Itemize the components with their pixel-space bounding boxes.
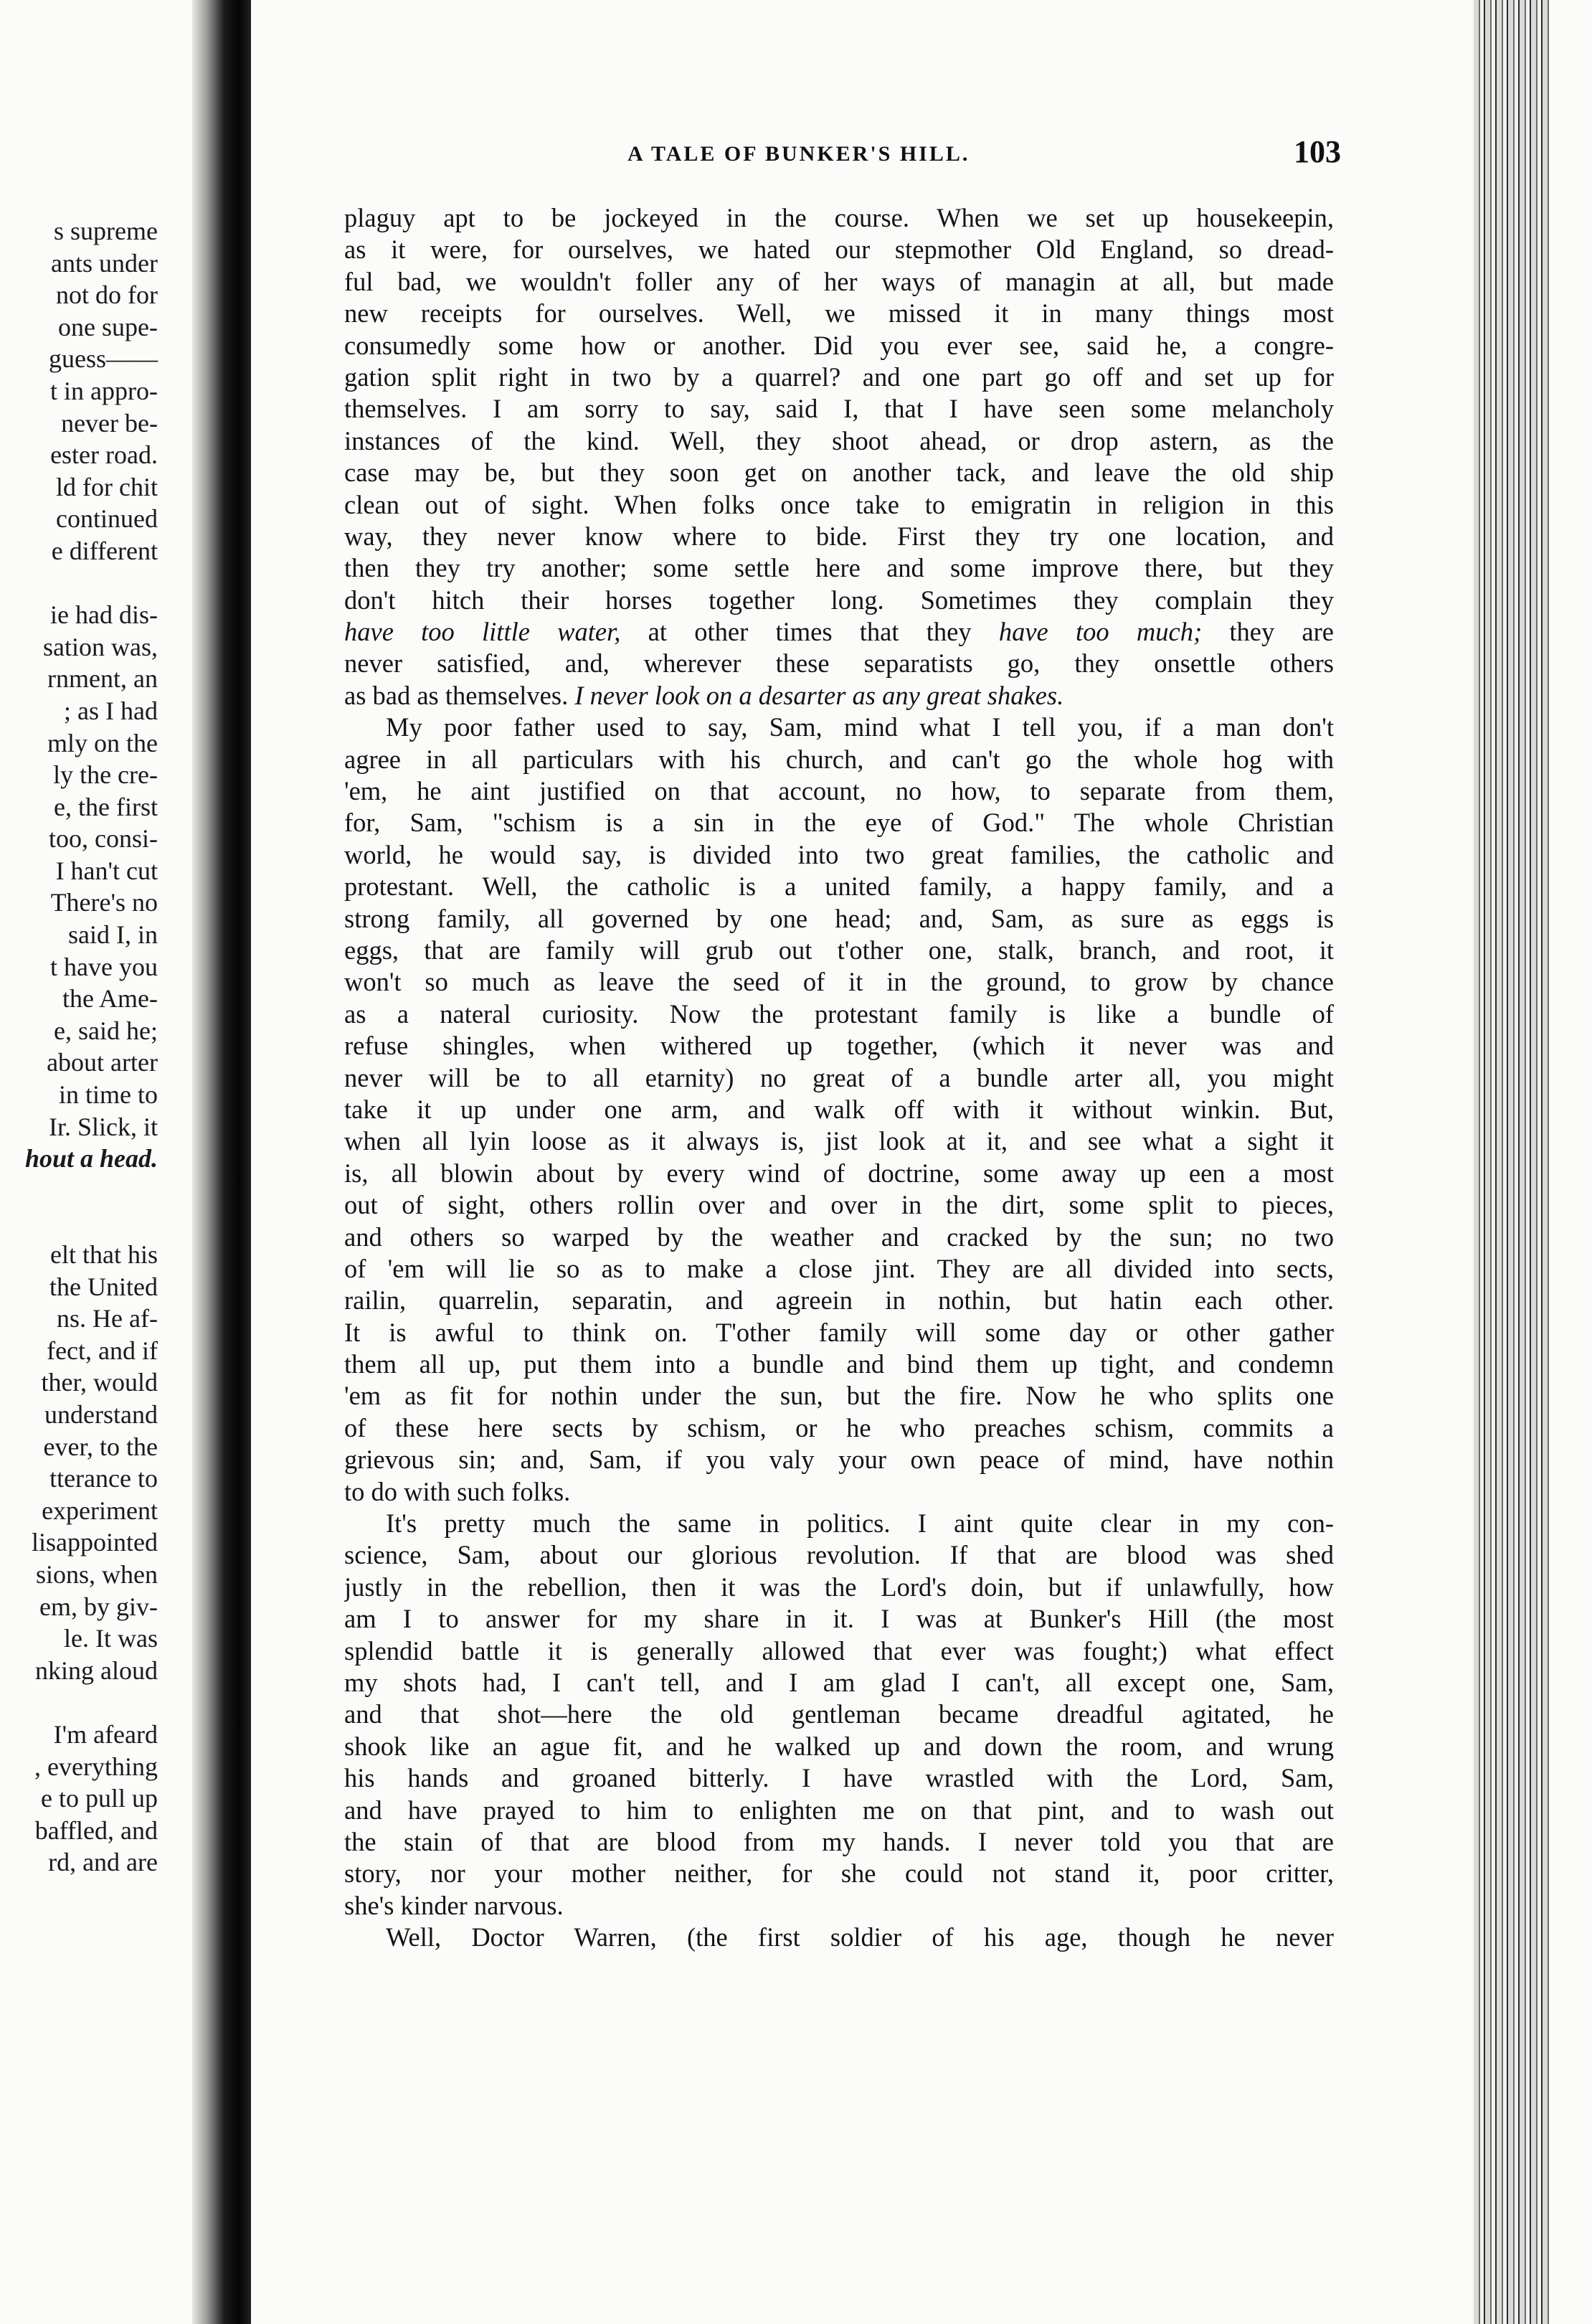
text-line: never satisfied, and, wherever these separatists go, they onsettle others — [344, 648, 1334, 679]
text-line: Well, Doctor Warren, (the first soldier of his age, though he never — [386, 1922, 1334, 1952]
text-line: gation split right in two by a quarrel? and one part go off and set up for — [344, 362, 1334, 392]
text-line: the stain of that are blood from my hands. I never told you that are — [344, 1826, 1334, 1856]
left-page-line: never be- — [61, 408, 158, 438]
left-page-line: one supe- — [58, 312, 158, 341]
left-page-line: e, the first — [54, 792, 158, 821]
text-line: justly in the rebellion, then it was the Lord's doin, but if unlawfully, how — [344, 1572, 1334, 1602]
left-page-line: ther, would — [41, 1368, 158, 1397]
left-page-line: t have you — [50, 952, 158, 981]
left-page-line: ; as I had — [64, 696, 158, 725]
left-page-line: em, by giv- — [39, 1592, 158, 1621]
text-line — [344, 680, 1334, 712]
left-page-line — [0, 567, 158, 600]
text-line: themselves. I am sorry to say, said I, that I have seen some melancholy — [344, 394, 1334, 424]
text-line: is, all blowin about by every wind of doctrine, some away up een a most — [344, 1158, 1334, 1188]
left-page-line: sation was, — [43, 632, 158, 661]
text-line: as it were, for ourselves, we hated our stepmother Old England, so dread- — [344, 235, 1334, 265]
text-line: to do with such folks. — [344, 1476, 571, 1506]
left-page-line: e different — [51, 536, 158, 565]
text-line: clean out of sight. When folks once take to emigratin in religion in this — [344, 489, 1334, 519]
text-line: splendid battle it is generally allowed that ever was fought;) what effect — [344, 1635, 1334, 1666]
text-line: my shots had, I can't tell, and I am glad I can't, all except one, Sam, — [344, 1667, 1334, 1697]
text-line: them all up, put them into a bundle and bind them up tight, and condemn — [344, 1349, 1334, 1379]
text-line: My poor father used to say, Sam, mind what I tell you, if a man don't — [386, 712, 1334, 742]
left-page-line: ld for chit — [56, 472, 158, 501]
text-line: instances of the kind. Well, they shoot ahead, or drop astern, as the — [344, 425, 1334, 455]
text-line: consumedly some how or another. Did you ever see, said he, a congre- — [344, 330, 1334, 360]
text-line: plaguy apt to be jockeyed in the course. When we set up housekeepin, — [344, 203, 1334, 232]
text-line: and have prayed to him to enlighten me on that pint, and to wash out — [344, 1795, 1334, 1825]
left-page-line: lisappointed — [32, 1528, 158, 1557]
left-page-line: ever, to the — [43, 1432, 158, 1461]
left-page-line: Ir. Slick, it — [49, 1112, 158, 1141]
text-line: agree in all particulars with his church, and can't go the whole hog with — [344, 744, 1334, 774]
page-number: 103 — [1294, 134, 1341, 169]
text-line: and others so warped by the weather and cracked by the sun; no two — [344, 1222, 1334, 1252]
italic-phrase: have too much; — [998, 617, 1203, 647]
left-page-line: sions, when — [36, 1559, 158, 1589]
page-header — [373, 134, 1341, 181]
text-line: strong family, all governed by one head; and, Sam, as sure as eggs is — [344, 903, 1334, 933]
left-page-line: rnment, an — [47, 664, 158, 694]
text-line: then they try another; some settle here and some improve there, but they — [344, 553, 1334, 583]
left-page-line: elt that his — [50, 1240, 158, 1269]
left-page-line: in time to — [59, 1080, 158, 1110]
text-line: for, Sam, "schism is a sin in the eye of God." The whole Christian — [344, 808, 1334, 838]
left-page-line: ants under — [51, 248, 158, 278]
text-line: his hands and groaned bitterly. I have wrastled with the Lord, Sam, — [344, 1763, 1334, 1793]
left-page-line: said I, in — [68, 920, 158, 950]
text-line: story, nor your mother neither, for she could not stand it, poor critter, — [344, 1858, 1334, 1889]
left-page-line: about arter — [47, 1048, 158, 1077]
text-line: when all lyin loose as it always is, jist look at it, and see what a sight it — [344, 1126, 1334, 1156]
text-line: case may be, but they soon get on another tack, and leave the old ship — [344, 458, 1334, 488]
text-line: science, Sam, about our glorious revolution. If that are blood was shed — [344, 1540, 1334, 1570]
italic-phrase: I never look on a desarter as any great shakes. — [574, 680, 1064, 710]
text-line: 'em, he aint justified on that account, no how, to separate from them, — [344, 776, 1334, 806]
left-page-line: t in appro- — [50, 376, 158, 405]
text-line: railin, quarrelin, separatin, and agreein in nothin, but hatin each other. — [344, 1285, 1334, 1315]
text-line: protestant. Well, the catholic is a united family, a happy family, and a — [344, 872, 1334, 902]
left-page-line: There's no — [50, 888, 158, 917]
left-page-line: continued — [56, 504, 158, 534]
text-line: It is awful to think on. T'other family will some day or other gather — [344, 1317, 1334, 1347]
text-line: she's kinder narvous. — [344, 1890, 564, 1920]
left-page-line: fect, and if — [47, 1336, 158, 1365]
text-line: as a nateral curiosity. Now the protestant family is like a bundle of — [344, 998, 1334, 1029]
left-page-text — [0, 215, 158, 1879]
left-page-line: ester road. — [50, 440, 158, 470]
text-line: am I to answer for my share in it. I was at Bunker's Hill (the most — [344, 1604, 1334, 1634]
left-page-line: hout a head. — [24, 1144, 158, 1173]
text-line: out of sight, others rollin over and over in the dirt, some split to pieces, — [344, 1190, 1334, 1220]
left-page-line: le. It was — [64, 1624, 158, 1653]
left-page-line: experiment — [42, 1496, 158, 1525]
left-page-line: e, said he; — [54, 1016, 158, 1045]
left-page-line: I han't cut — [55, 856, 158, 885]
left-page-line: ns. He af- — [57, 1304, 158, 1333]
text-line: grievous sin; and, Sam, if you valy your own peace of mind, have nothin — [344, 1445, 1334, 1475]
left-page-line: guess—— — [49, 344, 158, 374]
text-line: shook like an ague fit, and he walked up and down the room, and wrung — [344, 1731, 1334, 1761]
left-page-line: not do for — [56, 280, 158, 310]
text-line: of these here sects by schism, or he who preaches schism, commits a — [344, 1412, 1334, 1442]
left-page-line: rd, and are — [48, 1848, 158, 1877]
text-line: world, he would say, is divided into two great families, the catholic and — [344, 839, 1334, 869]
text-line: won't so much as leave the seed of it in the ground, to grow by chance — [344, 967, 1334, 997]
left-page-line: e to pull up — [41, 1784, 158, 1813]
left-page-line: the United — [49, 1272, 158, 1301]
left-page-line: ie had dis- — [50, 600, 158, 630]
left-page-line: , everything — [34, 1752, 158, 1781]
left-page-fragment — [0, 0, 192, 2324]
left-page-line: mly on the — [47, 728, 158, 757]
left-page-line: I'm afeard — [53, 1719, 158, 1749]
left-page-line — [0, 1686, 158, 1719]
italic-phrase: have too little water, — [344, 617, 621, 647]
left-page-line — [0, 1175, 158, 1207]
text-line: new receipts for ourselves. Well, we missed it in many things most — [344, 298, 1334, 329]
text-line: and that shot—here the old gentleman became dreadful agitated, he — [344, 1699, 1334, 1729]
running-title: A TALE OF BUNKER'S HILL. — [627, 142, 970, 166]
text-fragment: at other times that they — [620, 617, 999, 647]
book-gutter — [192, 0, 251, 2324]
left-page-line: baffled, and — [34, 1815, 158, 1845]
text-line: of 'em will lie so as to make a close jint. They are all divided into sects, — [344, 1253, 1334, 1283]
left-page-line: s supreme — [54, 217, 158, 245]
left-page-line: the Ame- — [62, 984, 158, 1014]
text-line — [344, 616, 1334, 648]
text-line: never will be to all etarnity) no great of a bundle arter all, you might — [344, 1062, 1334, 1092]
text-line: 'em as fit for nothin under the sun, but the fire. Now he who splits one — [344, 1381, 1334, 1411]
body-text — [344, 202, 1334, 1953]
left-page-line: tterance to — [49, 1464, 158, 1493]
text-line: refuse shingles, when withered up together, (which it never was and — [344, 1031, 1334, 1061]
left-page-line: understand — [44, 1399, 158, 1429]
text-fragment: they are — [1202, 617, 1334, 647]
text-fragment: as bad as themselves. — [344, 680, 575, 710]
page-edges — [1474, 0, 1592, 2324]
left-page-line: too, consi- — [49, 824, 158, 854]
left-page-line: ly the cre- — [53, 760, 158, 790]
text-line: way, they never know where to bide. First they try one location, and — [344, 521, 1334, 551]
text-line: It's pretty much the same in politics. I aint quite clear in my con- — [386, 1508, 1334, 1539]
left-page-line — [0, 1206, 158, 1239]
text-line: take it up under one arm, and walk off with it without winkin. But, — [344, 1094, 1334, 1124]
text-line: eggs, that are family will grub out t'other one, stalk, branch, and root, it — [344, 935, 1334, 965]
text-line: don't hitch their horses together long. Sometimes they complain they — [344, 585, 1334, 615]
left-page-line: nking aloud — [35, 1655, 158, 1685]
text-line: ful bad, we wouldn't foller any of her ways of managin at all, but made — [344, 266, 1334, 296]
